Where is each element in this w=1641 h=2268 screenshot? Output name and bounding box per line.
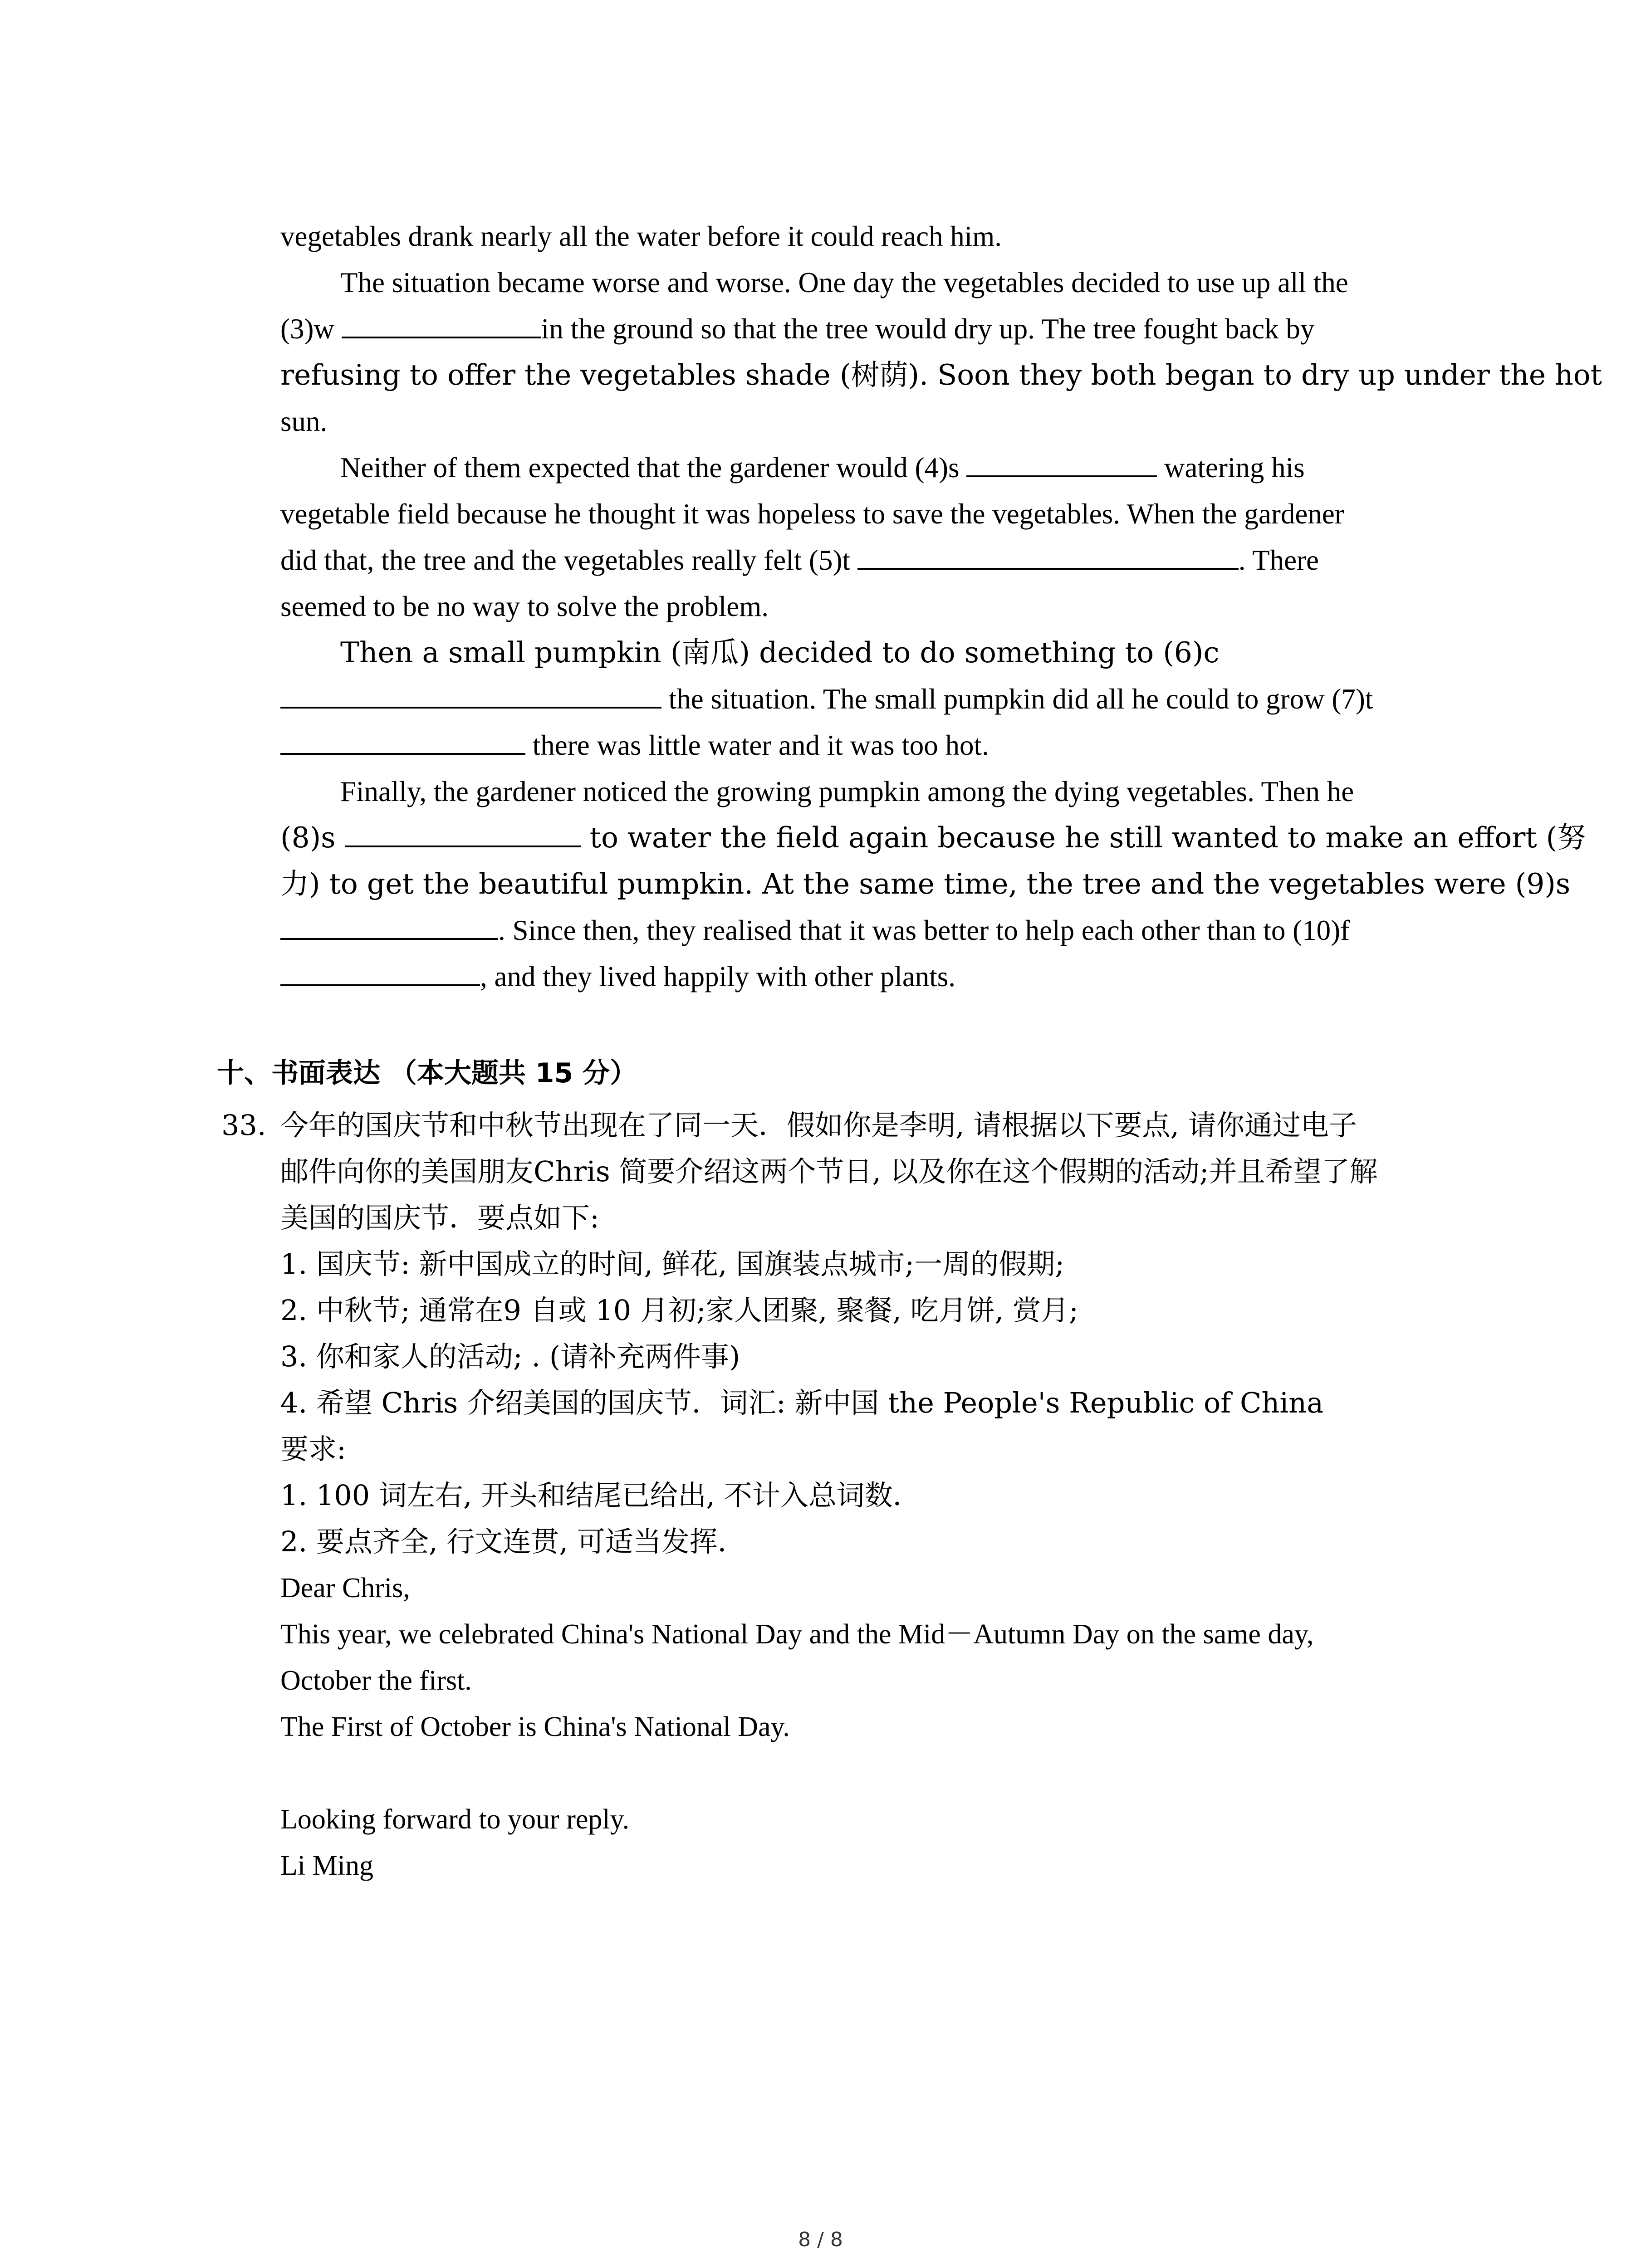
answer-blank-4[interactable] bbox=[966, 448, 1157, 477]
writing-question bbox=[221, 1102, 1474, 1889]
passage-line: seemed to be no way to solve the problem. bbox=[280, 591, 769, 622]
question-intro-line: 美国的国庆节．要点如下: bbox=[280, 1201, 599, 1234]
passage-text: in the ground so that the tree would dry up. The tree fought back by bbox=[541, 313, 1315, 345]
passage-line bbox=[280, 306, 1465, 352]
passage-line bbox=[280, 815, 1586, 861]
passage-line bbox=[280, 445, 1465, 491]
answer-blank-3[interactable] bbox=[342, 309, 541, 338]
passage-line: The situation became worse and worse. One day the vegetables decided to use up all the bbox=[340, 267, 1348, 298]
point-item: 1. 国庆节: 新中国成立的时间, 鲜花, 国旗装点城市;一周的假期; bbox=[280, 1247, 1065, 1281]
letter-blank-space bbox=[221, 1750, 1474, 1796]
question-intro-line bbox=[221, 1102, 1474, 1149]
letter-signature: Li Ming bbox=[280, 1850, 373, 1881]
answer-blank-9[interactable] bbox=[280, 911, 498, 940]
section-heading: 十、书面表达 （本大题共 15 分） bbox=[217, 1057, 637, 1089]
passage-line bbox=[280, 676, 1465, 722]
letter-greeting: Dear Chris, bbox=[280, 1573, 410, 1603]
passage-text: did that, the tree and the vegetables really felt (5)t bbox=[280, 544, 850, 576]
point-item: 4. 希望 Chris 介绍美国的国庆节．词汇: 新中国 the People's Republic of China bbox=[280, 1386, 1324, 1419]
answer-blank-8[interactable] bbox=[345, 818, 581, 847]
blank-label: (3)w bbox=[280, 313, 334, 345]
passage-text: there was little water and it was too hot. bbox=[532, 729, 989, 761]
letter-closing: Looking forward to your reply. bbox=[280, 1804, 630, 1835]
passage-line bbox=[280, 722, 1465, 768]
question-number: 33. bbox=[221, 1109, 266, 1142]
passage-line: vegetable field because he thought it was hopeless to save the vegetables. When the gardener bbox=[280, 498, 1344, 530]
passage-line bbox=[280, 537, 1465, 583]
passage-text: . Since then, they realised that it was better to help each other than to (10)f bbox=[498, 914, 1350, 946]
passage-line bbox=[280, 907, 1465, 953]
question-intro-line: 邮件向你的美国朋友Chris 简要介绍这两个节日, 以及你在这个假期的活动;并且希望了解 bbox=[280, 1155, 1378, 1188]
passage-line: refusing to offer the vegetables shade (树荫). Soon they both began to dry up under the hot bbox=[280, 358, 1602, 391]
passage-text: watering his bbox=[1164, 452, 1305, 484]
letter-line: October the first. bbox=[280, 1665, 472, 1696]
answer-blank-10[interactable] bbox=[280, 957, 480, 986]
requirements-title: 要求: bbox=[280, 1432, 346, 1466]
passage-text: . There bbox=[1238, 544, 1319, 576]
passage-line: Then a small pumpkin (南瓜) decided to do something to (6)c bbox=[340, 636, 1220, 669]
point-item: 2. 中秋节; 通常在9 自或 10 月初;家人团聚, 聚餐, 吃月饼, 赏月; bbox=[280, 1294, 1078, 1327]
question-text: 今年的国庆节和中秋节出现在了同一天．假如你是李明, 请根据以下要点, 请你通过电子 bbox=[280, 1109, 1357, 1142]
passage-line: sun. bbox=[280, 406, 328, 437]
passage-text: the situation. The small pumpkin did all he could to grow (7)t bbox=[668, 683, 1373, 715]
passage-line: Finally, the gardener noticed the growing pumpkin among the dying vegetables. Then he bbox=[340, 776, 1354, 807]
letter-line: The First of October is China's National Day. bbox=[280, 1711, 790, 1742]
passage-text: to water the field again because he still wanted to make an effort (努 bbox=[589, 821, 1586, 854]
requirement-item: 1. 100 词左右, 开头和结尾已给出, 不计入总词数． bbox=[280, 1479, 921, 1512]
passage-line: vegetables drank nearly all the water before it could reach him. bbox=[280, 220, 1002, 252]
answer-blank-6[interactable] bbox=[280, 679, 661, 709]
letter-line: This year, we celebrated China's National Day and the Mid－Autumn Day on the same day, bbox=[280, 1619, 1314, 1650]
answer-blank-5[interactable] bbox=[857, 541, 1239, 570]
answer-blank-7[interactable] bbox=[280, 726, 525, 755]
passage-text: , and they lived happily with other plants. bbox=[480, 961, 956, 992]
passage-text: Neither of them expected that the gardener would (4)s bbox=[340, 452, 960, 484]
passage-text: (8)s bbox=[280, 821, 336, 854]
requirement-item: 2. 要点齐全, 行文连贯, 可适当发挥． bbox=[280, 1525, 746, 1558]
passage-line bbox=[280, 953, 1465, 1000]
page-number: 8 / 8 bbox=[798, 2228, 843, 2251]
passage-line: 力) to get the beautiful pumpkin. At the same time, the tree and the vegetables were (9)s bbox=[280, 867, 1571, 900]
reading-passage bbox=[280, 213, 1602, 1000]
point-item: 3. 你和家人的活动; . (请补充两件事) bbox=[280, 1340, 740, 1373]
